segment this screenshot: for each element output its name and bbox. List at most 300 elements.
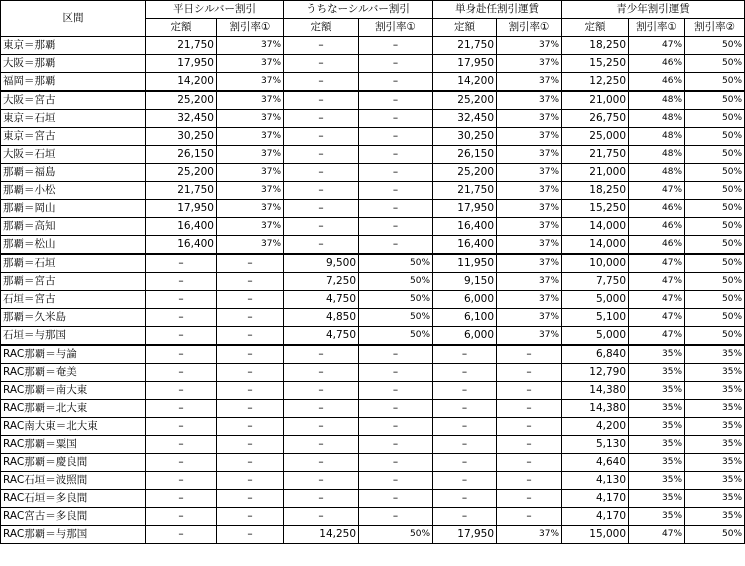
empty-cell: – [497, 382, 562, 400]
empty-cell: – [284, 236, 359, 255]
rate-cell: 48% [629, 110, 685, 128]
empty-cell: – [284, 128, 359, 146]
empty-cell: – [359, 236, 433, 255]
rate-cell: 48% [629, 91, 685, 110]
fare-cell: 11,950 [433, 254, 497, 273]
fare-cell: 21,750 [146, 37, 217, 55]
fare-cell: 16,400 [433, 218, 497, 236]
empty-cell: – [217, 382, 284, 400]
empty-cell: – [284, 490, 359, 508]
table-row [1, 55, 745, 73]
fare-cell: 15,250 [562, 200, 629, 218]
fare-cell: 15,250 [562, 55, 629, 73]
fare-cell: 16,400 [146, 236, 217, 255]
rate-cell: 46% [629, 236, 685, 255]
empty-cell: – [359, 182, 433, 200]
table-row [1, 309, 745, 327]
rate-cell: 47% [629, 327, 685, 346]
rate-cell: 35% [685, 454, 745, 472]
fare-cell: 4,750 [284, 327, 359, 346]
table-row [1, 128, 745, 146]
empty-cell: – [359, 110, 433, 128]
fare-cell: 25,200 [433, 91, 497, 110]
empty-cell: – [146, 273, 217, 291]
fare-cell: 5,130 [562, 436, 629, 454]
fare-cell: 14,250 [284, 526, 359, 544]
fare-cell: 25,200 [433, 164, 497, 182]
empty-cell: – [359, 73, 433, 92]
rate-cell: 50% [685, 526, 745, 544]
empty-cell: – [497, 454, 562, 472]
empty-cell: – [433, 382, 497, 400]
rate-cell: 35% [629, 382, 685, 400]
empty-cell: – [433, 436, 497, 454]
rate-cell: 47% [629, 254, 685, 273]
rate-cell: 50% [685, 182, 745, 200]
table-row [1, 345, 745, 364]
rate-cell: 50% [685, 164, 745, 182]
rate-cell: 35% [629, 508, 685, 526]
route-cell: 大阪＝石垣 [1, 146, 146, 164]
rate-cell: 37% [217, 55, 284, 73]
table-row [1, 364, 745, 382]
empty-cell: – [359, 472, 433, 490]
table-row [1, 472, 745, 490]
fare-cell: 15,000 [562, 526, 629, 544]
empty-cell: – [359, 200, 433, 218]
fare-cell: 7,250 [284, 273, 359, 291]
empty-cell: – [359, 345, 433, 364]
route-cell: 石垣＝宮古 [1, 291, 146, 309]
fare-cell: 4,130 [562, 472, 629, 490]
empty-cell: – [146, 418, 217, 436]
fare-cell: 25,200 [146, 91, 217, 110]
empty-cell: – [217, 418, 284, 436]
fare-cell: 6,000 [433, 291, 497, 309]
rate-cell: 46% [629, 73, 685, 92]
empty-cell: – [359, 382, 433, 400]
table-row [1, 508, 745, 526]
route-cell: RAC石垣＝波照間 [1, 472, 146, 490]
empty-cell: – [146, 454, 217, 472]
rate-cell: 37% [217, 73, 284, 92]
table-row [1, 146, 745, 164]
table-row [1, 164, 745, 182]
route-cell: 那覇＝石垣 [1, 254, 146, 273]
empty-cell: – [359, 454, 433, 472]
rate-cell: 47% [629, 37, 685, 55]
rate-cell: 35% [685, 418, 745, 436]
rate-cell: 37% [497, 291, 562, 309]
rate-cell: 50% [359, 309, 433, 327]
rate-cell: 48% [629, 128, 685, 146]
empty-cell: – [284, 382, 359, 400]
table-row [1, 454, 745, 472]
empty-cell: – [284, 91, 359, 110]
rate-cell: 37% [217, 182, 284, 200]
fare-cell: 12,250 [562, 73, 629, 92]
fare-cell: 6,840 [562, 345, 629, 364]
rate-cell: 37% [217, 164, 284, 182]
route-cell: RAC那覇＝北大東 [1, 400, 146, 418]
header-weekday-silver: 平日シルバー割引 [146, 1, 284, 19]
rate-cell: 37% [497, 164, 562, 182]
route-cell: 大阪＝那覇 [1, 55, 146, 73]
rate-cell: 37% [217, 128, 284, 146]
empty-cell: – [284, 55, 359, 73]
fare-cell: 17,950 [433, 526, 497, 544]
rate-cell: 50% [685, 73, 745, 92]
route-cell: RAC宮古＝多良間 [1, 508, 146, 526]
table-row [1, 273, 745, 291]
empty-cell: – [284, 400, 359, 418]
empty-cell: – [359, 146, 433, 164]
empty-cell: – [217, 526, 284, 544]
rate-cell: 50% [359, 526, 433, 544]
empty-cell: – [217, 490, 284, 508]
fare-cell: 7,750 [562, 273, 629, 291]
empty-cell: – [284, 200, 359, 218]
fare-cell: 30,250 [433, 128, 497, 146]
fare-cell: 9,150 [433, 273, 497, 291]
subheader-rate1: 割引率① [497, 19, 562, 37]
header-single-posting: 単身赴任割引運賃 [433, 1, 562, 19]
subheader-rate1: 割引率① [217, 19, 284, 37]
rate-cell: 35% [629, 418, 685, 436]
rate-cell: 46% [629, 200, 685, 218]
rate-cell: 50% [359, 273, 433, 291]
fare-cell: 21,750 [433, 182, 497, 200]
rate-cell: 50% [685, 110, 745, 128]
fare-cell: 21,000 [562, 91, 629, 110]
route-cell: 大阪＝宮古 [1, 91, 146, 110]
rate-cell: 50% [685, 254, 745, 273]
empty-cell: – [217, 364, 284, 382]
rate-cell: 35% [629, 345, 685, 364]
table-row [1, 526, 745, 544]
empty-cell: – [284, 73, 359, 92]
fare-cell: 26,150 [146, 146, 217, 164]
rate-cell: 50% [359, 327, 433, 346]
route-cell: RAC石垣＝多良間 [1, 490, 146, 508]
empty-cell: – [146, 291, 217, 309]
route-cell: RAC那覇＝奄美 [1, 364, 146, 382]
table-row [1, 327, 745, 346]
rate-cell: 50% [685, 273, 745, 291]
empty-cell: – [359, 128, 433, 146]
rate-cell: 37% [497, 128, 562, 146]
rate-cell: 46% [629, 55, 685, 73]
rate-cell: 37% [497, 73, 562, 92]
empty-cell: – [497, 418, 562, 436]
rate-cell: 37% [497, 91, 562, 110]
empty-cell: – [284, 182, 359, 200]
fare-cell: 17,950 [146, 200, 217, 218]
rate-cell: 48% [629, 146, 685, 164]
table-row [1, 382, 745, 400]
header-route: 区間 [1, 1, 146, 37]
subheader-rate1: 割引率① [359, 19, 433, 37]
rate-cell: 37% [497, 110, 562, 128]
table-row [1, 490, 745, 508]
subheader-fixed: 定額 [433, 19, 497, 37]
fare-cell: 18,250 [562, 37, 629, 55]
empty-cell: – [217, 273, 284, 291]
fare-cell: 32,450 [433, 110, 497, 128]
empty-cell: – [284, 164, 359, 182]
empty-cell: – [497, 490, 562, 508]
fare-cell: 14,380 [562, 400, 629, 418]
empty-cell: – [359, 164, 433, 182]
fare-cell: 16,400 [146, 218, 217, 236]
rate-cell: 37% [497, 327, 562, 346]
fare-cell: 14,200 [146, 73, 217, 92]
empty-cell: – [497, 436, 562, 454]
empty-cell: – [284, 454, 359, 472]
rate-cell: 47% [629, 309, 685, 327]
subheader-fixed: 定額 [284, 19, 359, 37]
fare-cell: 17,950 [146, 55, 217, 73]
fare-cell: 14,380 [562, 382, 629, 400]
rate-cell: 37% [497, 254, 562, 273]
rate-cell: 37% [497, 526, 562, 544]
empty-cell: – [146, 490, 217, 508]
fare-cell: 6,100 [433, 309, 497, 327]
route-cell: RAC那覇＝粟国 [1, 436, 146, 454]
table-row [1, 110, 745, 128]
rate-cell: 50% [685, 309, 745, 327]
rate-cell: 35% [629, 436, 685, 454]
empty-cell: – [217, 472, 284, 490]
table-row [1, 200, 745, 218]
empty-cell: – [284, 37, 359, 55]
empty-cell: – [217, 327, 284, 346]
route-cell: 那覇＝松山 [1, 236, 146, 255]
rate-cell: 37% [217, 146, 284, 164]
empty-cell: – [146, 508, 217, 526]
fare-cell: 4,640 [562, 454, 629, 472]
table-row [1, 37, 745, 55]
route-cell: 那覇＝久米島 [1, 309, 146, 327]
empty-cell: – [433, 364, 497, 382]
empty-cell: – [497, 364, 562, 382]
empty-cell: – [359, 418, 433, 436]
route-cell: 福岡＝那覇 [1, 73, 146, 92]
empty-cell: – [217, 436, 284, 454]
fare-cell: 26,750 [562, 110, 629, 128]
rate-cell: 37% [497, 236, 562, 255]
fare-cell: 18,250 [562, 182, 629, 200]
route-cell: RAC那覇＝与論 [1, 345, 146, 364]
empty-cell: – [284, 110, 359, 128]
fare-cell: 4,850 [284, 309, 359, 327]
table-row [1, 236, 745, 255]
fare-cell: 5,000 [562, 291, 629, 309]
empty-cell: – [497, 400, 562, 418]
rate-cell: 47% [629, 182, 685, 200]
empty-cell: – [497, 345, 562, 364]
table-row [1, 218, 745, 236]
table-row [1, 254, 745, 273]
rate-cell: 35% [685, 364, 745, 382]
rate-cell: 50% [685, 327, 745, 346]
rate-cell: 50% [685, 146, 745, 164]
header-youth-fare: 青少年割引運賃 [562, 1, 745, 19]
route-cell: RAC南大東＝北大東 [1, 418, 146, 436]
rate-cell: 37% [497, 37, 562, 55]
route-cell: 東京＝石垣 [1, 110, 146, 128]
empty-cell: – [217, 291, 284, 309]
empty-cell: – [146, 472, 217, 490]
route-cell: RAC那覇＝慶良間 [1, 454, 146, 472]
rate-cell: 35% [629, 490, 685, 508]
fare-cell: 21,750 [562, 146, 629, 164]
table-row [1, 418, 745, 436]
route-cell: 東京＝那覇 [1, 37, 146, 55]
rate-cell: 50% [685, 291, 745, 309]
empty-cell: – [284, 146, 359, 164]
rate-cell: 35% [685, 345, 745, 364]
empty-cell: – [497, 472, 562, 490]
rate-cell: 48% [629, 164, 685, 182]
empty-cell: – [217, 254, 284, 273]
empty-cell: – [284, 508, 359, 526]
fare-cell: 6,000 [433, 327, 497, 346]
route-cell: RAC那覇＝与那国 [1, 526, 146, 544]
rate-cell: 46% [629, 218, 685, 236]
header-uchina-silver: うちなーシルバー割引 [284, 1, 433, 19]
fare-cell: 25,200 [146, 164, 217, 182]
rate-cell: 35% [685, 472, 745, 490]
empty-cell: – [217, 454, 284, 472]
rate-cell: 50% [685, 200, 745, 218]
subheader-rate2: 割引率② [685, 19, 745, 37]
fare-cell: 10,000 [562, 254, 629, 273]
empty-cell: – [217, 400, 284, 418]
fare-cell: 16,400 [433, 236, 497, 255]
empty-cell: – [146, 327, 217, 346]
route-cell: 那覇＝岡山 [1, 200, 146, 218]
rate-cell: 47% [629, 273, 685, 291]
rate-cell: 37% [497, 273, 562, 291]
fare-cell: 4,750 [284, 291, 359, 309]
rate-cell: 50% [685, 91, 745, 110]
route-cell: 那覇＝福島 [1, 164, 146, 182]
empty-cell: – [284, 472, 359, 490]
empty-cell: – [146, 309, 217, 327]
rate-cell: 37% [497, 182, 562, 200]
rate-cell: 37% [217, 110, 284, 128]
route-cell: 那覇＝小松 [1, 182, 146, 200]
route-cell: 東京＝宮古 [1, 128, 146, 146]
rate-cell: 35% [685, 382, 745, 400]
rate-cell: 37% [217, 200, 284, 218]
fare-cell: 4,200 [562, 418, 629, 436]
rate-cell: 35% [629, 364, 685, 382]
rate-cell: 37% [497, 218, 562, 236]
rate-cell: 35% [629, 454, 685, 472]
empty-cell: – [433, 418, 497, 436]
fare-cell: 21,750 [146, 182, 217, 200]
rate-cell: 37% [217, 218, 284, 236]
rate-cell: 50% [685, 218, 745, 236]
empty-cell: – [359, 218, 433, 236]
fare-cell: 32,450 [146, 110, 217, 128]
fare-cell: 4,170 [562, 490, 629, 508]
table-row [1, 291, 745, 309]
subheader-fixed: 定額 [562, 19, 629, 37]
fare-table-body [1, 37, 745, 544]
rate-cell: 37% [497, 309, 562, 327]
table-row [1, 73, 745, 92]
rate-cell: 37% [497, 55, 562, 73]
rate-cell: 50% [359, 291, 433, 309]
empty-cell: – [359, 91, 433, 110]
route-cell: RAC那覇＝南大東 [1, 382, 146, 400]
rate-cell: 50% [359, 254, 433, 273]
route-cell: 石垣＝与那国 [1, 327, 146, 346]
rate-cell: 50% [685, 236, 745, 255]
fare-cell: 9,500 [284, 254, 359, 273]
empty-cell: – [284, 218, 359, 236]
fare-cell: 21,750 [433, 37, 497, 55]
rate-cell: 50% [685, 37, 745, 55]
empty-cell: – [284, 345, 359, 364]
fare-cell: 4,170 [562, 508, 629, 526]
empty-cell: – [217, 508, 284, 526]
table-row [1, 400, 745, 418]
rate-cell: 35% [685, 400, 745, 418]
empty-cell: – [284, 364, 359, 382]
rate-cell: 35% [629, 472, 685, 490]
rate-cell: 47% [629, 526, 685, 544]
rate-cell: 37% [497, 200, 562, 218]
empty-cell: – [359, 490, 433, 508]
rate-cell: 47% [629, 291, 685, 309]
empty-cell: – [146, 364, 217, 382]
rate-cell: 37% [497, 146, 562, 164]
empty-cell: – [497, 508, 562, 526]
empty-cell: – [146, 526, 217, 544]
empty-cell: – [284, 418, 359, 436]
empty-cell: – [146, 345, 217, 364]
fare-cell: 5,000 [562, 327, 629, 346]
route-cell: 那覇＝宮古 [1, 273, 146, 291]
fare-cell: 17,950 [433, 200, 497, 218]
fare-cell: 25,000 [562, 128, 629, 146]
empty-cell: – [217, 309, 284, 327]
empty-cell: – [433, 454, 497, 472]
empty-cell: – [433, 472, 497, 490]
empty-cell: – [433, 490, 497, 508]
empty-cell: – [217, 345, 284, 364]
empty-cell: – [359, 436, 433, 454]
fare-cell: 12,790 [562, 364, 629, 382]
empty-cell: – [359, 400, 433, 418]
fare-cell: 17,950 [433, 55, 497, 73]
rate-cell: 35% [629, 400, 685, 418]
empty-cell: – [146, 254, 217, 273]
empty-cell: – [433, 400, 497, 418]
fare-cell: 21,000 [562, 164, 629, 182]
route-cell: 那覇＝高知 [1, 218, 146, 236]
rate-cell: 35% [685, 490, 745, 508]
fare-cell: 14,200 [433, 73, 497, 92]
empty-cell: – [359, 364, 433, 382]
rate-cell: 37% [217, 91, 284, 110]
table-row [1, 91, 745, 110]
fare-cell: 14,000 [562, 218, 629, 236]
